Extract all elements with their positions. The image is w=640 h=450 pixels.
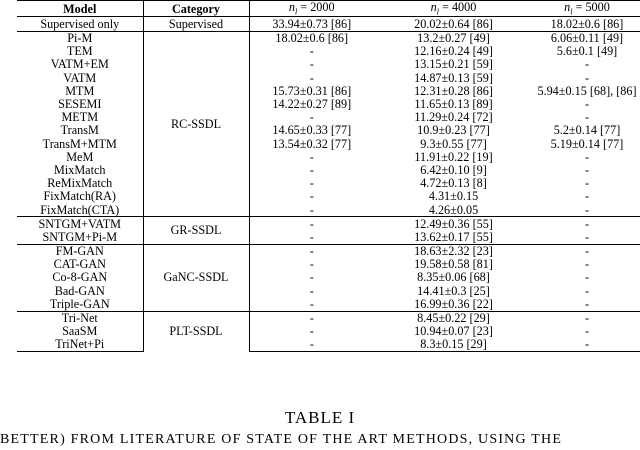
value-cell-2000: - (249, 244, 374, 258)
table-row (17, 150, 640, 163)
table-row (17, 111, 640, 124)
model-cell: SESEMI (17, 98, 143, 111)
model-cell: METM (17, 111, 143, 124)
value-cell-2000: - (309, 324, 314, 338)
value-cell-5000: 5.6±0.1 [49] (556, 44, 618, 58)
header-row (17, 1, 640, 17)
table-row (17, 244, 640, 258)
table-row (17, 84, 640, 97)
value-cell-4000: 10.9±0.23 [77] (417, 123, 490, 138)
model-cell: Triple-GAN (17, 297, 143, 311)
value-cell-2000: - (309, 284, 314, 298)
header-nl-2000: $n_l = 2000$ (288, 0, 335, 17)
value-cell-4000: 11.91±0.22 [19] (414, 150, 493, 164)
value-cell-2000: - (309, 58, 314, 72)
value-cell-4000: 14.87±0.13 [59] (414, 71, 493, 85)
table-row (17, 258, 640, 271)
category-cell: GR-SSDL (143, 217, 249, 244)
value-cell-4000: 11.29±0.24 [72] (414, 110, 493, 124)
model-cell: ReMixMatch (17, 177, 143, 190)
table-row (17, 98, 640, 111)
table-caption-title: TABLE I (284, 408, 356, 427)
value-cell-5000: - (584, 97, 590, 111)
value-cell-4000: 18.63±2.32 [23] (374, 244, 533, 258)
table-row (17, 297, 640, 311)
model-cell: VATM (17, 71, 143, 84)
value-cell-4000: 13.2±0.27 [49] (374, 31, 533, 45)
table-row (17, 137, 640, 150)
value-cell-2000: - (309, 189, 314, 204)
value-cell-5000: 6.06±0.11 [49] (533, 31, 640, 45)
value-cell-4000: 20.02±0.64 [86] (414, 16, 493, 31)
table-row (17, 203, 640, 217)
value-cell-5000: - (584, 58, 590, 72)
value-cell-5000: - (584, 203, 590, 217)
table-row (17, 31, 640, 45)
model-cell: TransM (17, 124, 143, 137)
results-table (17, 0, 640, 352)
value-cell-5000: - (584, 150, 590, 164)
value-cell-5000: - (584, 189, 590, 204)
header-model: Model (17, 1, 143, 17)
value-cell-2000: - (309, 110, 314, 124)
table-row (17, 124, 640, 137)
table-row (17, 164, 640, 177)
value-cell-4000: 16.99±0.36 [22] (414, 297, 493, 311)
category-cell: PLT-SSDL (143, 311, 249, 352)
model-cell: MeM (17, 150, 143, 163)
value-cell-5000: - (584, 163, 590, 177)
value-cell-5000: - (533, 217, 640, 231)
value-cell-2000: - (249, 338, 374, 352)
model-cell: SNTGM+Pi-M (17, 230, 143, 244)
value-cell-2000: 18.02±0.6 [86] (249, 31, 374, 45)
model-cell: SNTGM+VATM (17, 217, 143, 231)
table-row (17, 71, 640, 84)
header-nl-5000: $n_l = 5000$ (564, 0, 610, 17)
table-row (17, 338, 640, 352)
value-cell-5000: 5.2±0.14 [77] (553, 123, 621, 138)
model-cell: Bad-GAN (17, 284, 143, 297)
table-row (17, 177, 640, 190)
value-cell-4000: 8.3±0.15 [29] (374, 338, 533, 352)
category-cell: RC-SSDL (143, 31, 249, 217)
value-cell-4000: 4.31±0.15 (428, 189, 479, 204)
category-cell: Supervised (143, 17, 249, 31)
value-cell-4000: 12.31±0.28 [86] (414, 84, 493, 98)
value-cell-4000: 14.41±0.3 [25] (417, 284, 490, 298)
value-cell-4000: 9.3±0.55 [77] (420, 137, 487, 151)
table-row (17, 271, 640, 284)
table-row (17, 311, 640, 325)
value-cell-2000: - (309, 176, 314, 190)
value-cell-2000: - (309, 257, 314, 271)
value-cell-5000: - (584, 176, 590, 190)
table-row (17, 325, 640, 338)
value-cell-2000: - (249, 311, 374, 325)
value-cell-5000: - (533, 338, 640, 352)
value-cell-5000: - (584, 230, 590, 244)
model-cell: TEM (17, 45, 143, 58)
value-cell-4000: 6.42±0.10 [9] (420, 163, 487, 177)
value-cell-2000: 15.73±0.31 [86] (272, 84, 352, 98)
value-cell-4000: 4.72±0.13 [8] (420, 176, 487, 190)
model-cell: FM-GAN (17, 244, 143, 258)
value-cell-5000: - (533, 311, 640, 325)
model-cell: TriNet+Pi (17, 338, 143, 352)
value-cell-2000: - (309, 71, 314, 85)
value-cell-4000: 13.62±0.17 [55] (414, 230, 493, 244)
value-cell-5000: 5.19±0.14 [77] (550, 137, 624, 151)
value-cell-5000: - (584, 324, 590, 338)
value-cell-4000: 4.26±0.05 (428, 203, 479, 217)
header-category: Category (143, 1, 249, 17)
value-cell-5000: - (584, 257, 590, 271)
model-cell: FixMatch(RA) (17, 190, 143, 203)
value-cell-4000: 19.58±0.58 [81] (414, 257, 493, 271)
value-cell-4000: 11.65±0.13 [89] (414, 97, 493, 111)
value-cell-4000: 12.49±0.36 [55] (374, 217, 533, 231)
model-cell: VATM+EM (17, 58, 143, 71)
model-cell: MTM (17, 84, 143, 97)
table-row (17, 190, 640, 203)
header-nl-4000: $n_l = 4000$ (430, 0, 477, 17)
model-cell: Supervised only (17, 17, 143, 31)
model-cell: CAT-GAN (17, 258, 143, 271)
value-cell-2000: - (249, 217, 374, 231)
model-cell: Co-8-GAN (17, 271, 143, 284)
value-cell-2000: 14.65±0.33 [77] (272, 123, 352, 138)
model-cell: Pi-M (17, 31, 143, 45)
value-cell-4000: 8.35±0.06 [68] (417, 271, 490, 285)
value-cell-2000: - (309, 203, 314, 217)
value-cell-5000: - (584, 71, 590, 85)
value-cell-2000: - (309, 297, 314, 311)
value-cell-2000: - (309, 150, 314, 164)
model-cell: SaaSM (17, 325, 143, 338)
value-cell-2000: 13.54±0.32 [77] (272, 137, 352, 151)
table-row (17, 17, 640, 31)
table-row (17, 217, 640, 231)
value-cell-4000: 10.94±0.07 [23] (414, 324, 493, 338)
value-cell-5000: 5.94±0.15 [68], [86] (537, 84, 637, 98)
value-cell-5000: - (584, 110, 590, 124)
table-caption-text: BETTER) FROM LITERATURE OF STATE OF THE ART METHODS, USING THE (0, 432, 563, 447)
value-cell-2000: - (309, 44, 314, 58)
table-body (17, 17, 640, 352)
model-cell: MixMatch (17, 164, 143, 177)
table-row (17, 284, 640, 297)
value-cell-5000: 18.02±0.6 [86] (550, 16, 624, 31)
model-cell: TransM+MTM (17, 137, 143, 150)
value-cell-4000: 12.16±0.24 [49] (414, 44, 493, 58)
value-cell-4000: 8.45±0.22 [29] (374, 311, 533, 325)
table-row (17, 58, 640, 71)
model-cell: FixMatch(CTA) (17, 203, 143, 217)
value-cell-5000: - (584, 271, 590, 285)
value-cell-2000: - (309, 230, 314, 244)
value-cell-5000: - (584, 297, 590, 311)
value-cell-2000: 14.22±0.27 [89] (272, 97, 352, 111)
value-cell-2000: - (309, 163, 314, 177)
model-cell: Tri-Net (17, 311, 143, 325)
category-cell: GaNC-SSDL (143, 244, 249, 311)
value-cell-5000: - (584, 284, 590, 298)
value-cell-2000: - (309, 271, 314, 285)
table-row (17, 45, 640, 58)
value-cell-2000: 33.94±0.73 [86] (272, 16, 352, 31)
table-row (17, 230, 640, 244)
value-cell-4000: 13.15±0.21 [59] (414, 58, 493, 72)
value-cell-5000: - (533, 244, 640, 258)
